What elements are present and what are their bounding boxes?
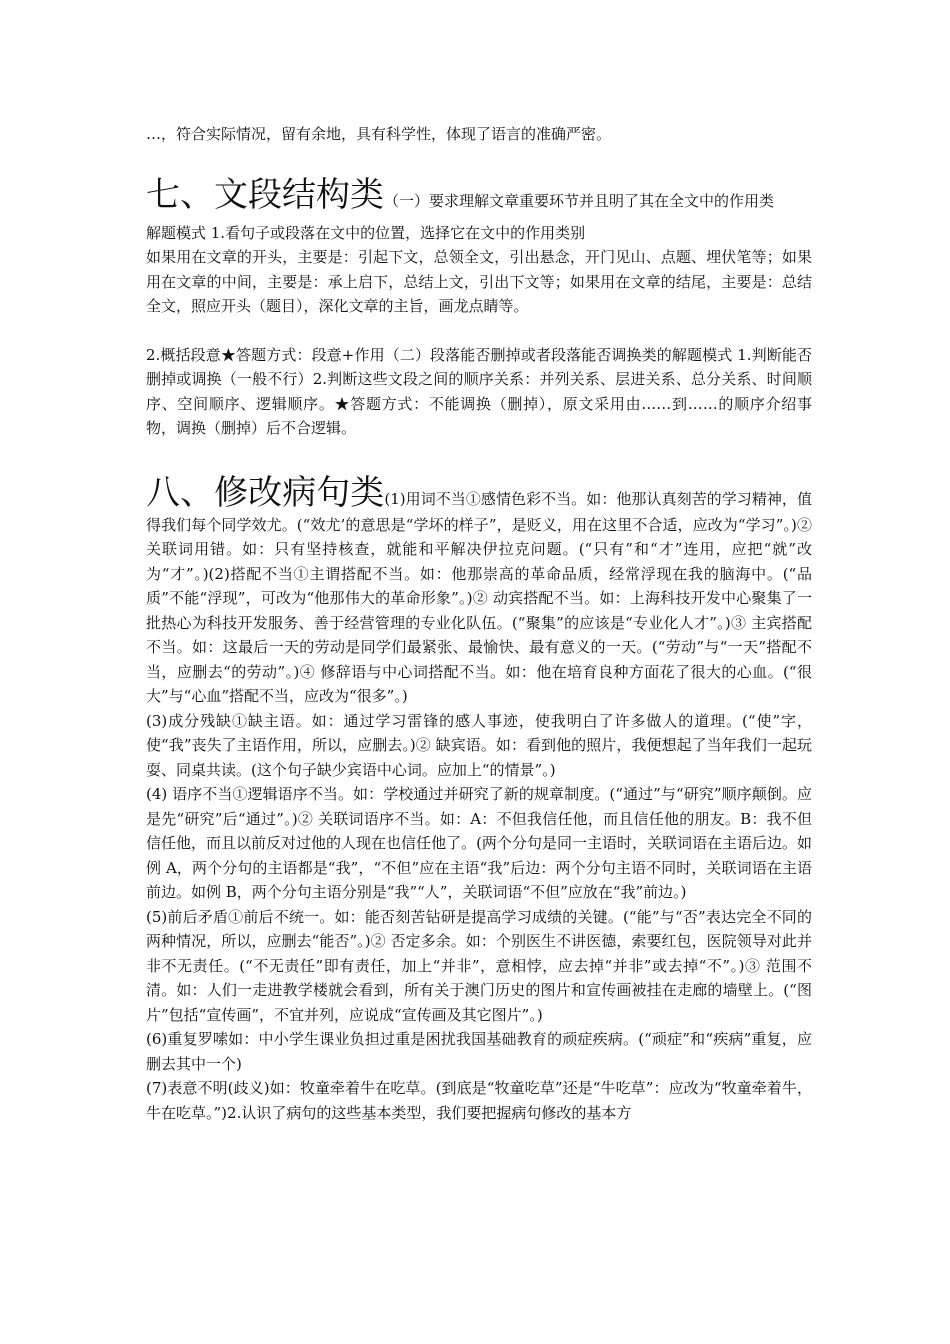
section-7-paragraph-1: 解题模式 1.看句子或段落在文中的位置，选择它在文中的作用类别: [146, 223, 586, 242]
document-page: [146, 118, 812, 1125]
section-8-paragraph-5: (5)前后矛盾①前后不统一。如：能否刻苦钻研是提高学习成绩的关键。(“能”与“否”表达完全不同的两种情况，所以，应删去“能否”。)② 否定多余。如：个别医生不讲医德，索要红包，医院领导对此并非不无责任。(“不无责任”即有责任，加上“并非”，意相悖，应去掉“并非”或去掉“不”。)③ 范围不清。如：人们一走进教学楼就会看到，所有关于澳门历史的图片和宣传画被挂在走廊的墙壁上。(“图片”包括“宣传画”，不宜并列，应说成“宣传画及其它图片”。): [146, 907, 812, 1024]
section-8-paragraph-7: (7)表意不明(歧义)如：牧童牵着牛在吃草。(到底是“牧童吃草”还是“牛吃草”：应改为“牧童牵着牛，牛在吃草。”)2.认识了病句的这些基本类型，我们要把握病句修改的基本方: [146, 1079, 812, 1122]
section-8-paragraph-3: (3)成分残缺①缺主语。如：通过学习雷锋的感人事迹，使我明白了许多做人的道理。(“使”字，使“我”丧失了主语作用，所以，应删去。)② 缺宾语。如：看到他的照片，我便想起了当年我们一起玩耍、同桌共读。(这个句子缺少宾语中心词。应加上“的情景”。): [146, 711, 812, 779]
section-7-header: [146, 175, 812, 221]
blank-line: [146, 319, 812, 343]
section-8-heading: 八、修改病句类: [146, 472, 385, 513]
section-8-paragraph-1: [146, 473, 812, 709]
section-7-heading: 七、文段结构类: [146, 174, 384, 215]
section-8-paragraph-4: (4) 语序不当①逻辑语序不当。如：学校通过并研究了新的规章制度。(“通过”与“研究”顺序颠倒。应是先“研究”后“通过”。)② 关联词语序不当。如：A：不但我信任他，而且信任他的朋友。B：我不但信任他，而且以前反对过他的人现在也信任他了。(两个分句是同一主语时，关联词语在主语后边。如例 A，两个分句的主语都是“我”，“不但”应在主语“我”后边：两个分句主语不同时，关联词语在主语前边。如例 B，两个分句主语分别是“我”“人”，关联词语“不但”应放在“我”前边。): [146, 785, 812, 901]
section-7-lead: （一）要求理解文章重要环节并且明了其在全文中的作用类: [384, 191, 775, 210]
section-7-paragraph-2: 如果用在文章的开头，主要是：引起下文，总领全文，引出悬念，开门见山、点题、埋伏笔等；如果用在文章的中间，主要是：承上启下，总结上文，引出下文等；如果用在文章的结尾，主要是：总结全文，照应开头（题目），深化文章的主旨，画龙点睛等。: [146, 248, 812, 315]
section-8-paragraph-6: (6)重复罗嗦如：中小学生课业负担过重是困扰我国基础教育的顽症疾病。(“顽症”和“疾病”重复，应删去其中一个): [146, 1030, 812, 1073]
section-7-paragraph-3: 2.概括段意★答题方式：段意+作用（二）段落能否删掉或者段落能否调换类的解题模式 1.判断能否删掉或调换（一般不行）2.判断这些文段之间的顺序关系：并列关系、层进关系、总分关系、时间顺序、空间顺序、逻辑顺序。★答题方式：不能调换（删掉），原文采用由……到……的顺序介绍事物，调换（删掉）后不合逻辑。: [146, 345, 812, 437]
section-8-lead: (1)用词不当①感情色彩不当。如：他那认真刻苦的学习精神，值得我们每个同学效尤。(“效尤’的意思是“学坏的样子”，是贬义，用在这里不合适，应改为“学习”。)② 关联词用错。如：只有坚持核查，就能和平解决伊拉克问题。(“只有”和“才”连用，应把“就”改为“才”。)(2)搭配不当①主谓搭配不当。如：他那崇高的革命品质，经常浮现在我的脑海中。(“品质”不能“浮现”，可改为“他那伟大的革命形象”。)② 动宾搭配不当。如：上海科技开发中心聚集了一批热心为科技开发服务、善于经营管理的专业化队伍。(“聚集”的应该是“专业化人才”。)③ 主宾搭配不当。如：这最后一天的劳动是同学们最紧张、最愉快、最有意义的一天。(“劳动”与“一天”搭配不当，应删去“的劳动”。)④ 修辞语与中心词搭配不当。如：他在培育良种方面花了很大的心血。(“很大”与“心血”搭配不当，应改为“很多”。): [146, 489, 812, 705]
intro-text: …，符合实际情况，留有余地，具有科学性，体现了语言的准确严密。: [146, 125, 612, 143]
